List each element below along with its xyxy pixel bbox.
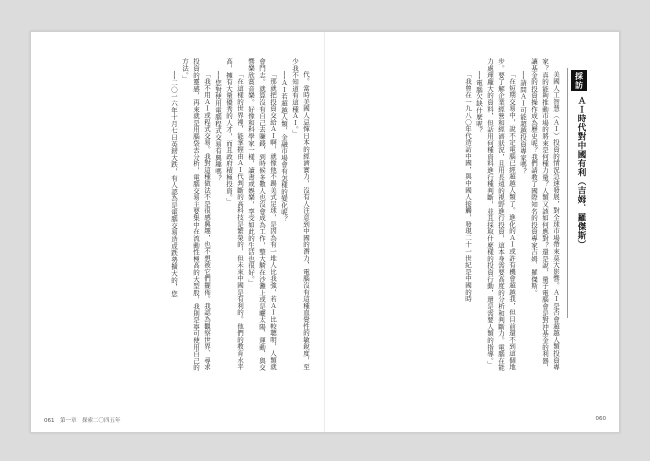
question: ──二〇一六年十月七日英鎊大跌，有人認為是電腦交易造成跌勢擴大的，您	[170, 71, 178, 298]
left-page-footer: 061 第一章 探索二〇四五年	[44, 418, 121, 424]
question: ──您對使用電腦程式交易有興趣嗎？	[214, 71, 222, 182]
book-spread	[30, 31, 620, 433]
page-gutter	[324, 32, 325, 432]
question: ──電腦欠缺什麼呢？	[475, 71, 483, 134]
paragraph: 「在這樣的世界裡，能掌握由ＡＩ代判斷的高科技是繁榮的，但未來中國是有利的。他們的教育水平高，擁有大量優秀的人才，而且政府積極投資。」	[225, 58, 244, 371]
paragraph: 代。當時美國人忌憚日本的經濟實力，沒有人注意到中國的潛力，電腦沒有這種直覺性的敏銳度，至少我不知道有這種ＡＩ。」	[291, 58, 310, 371]
paragraph: 「我曾在一九八〇年代造訪中國，與中國人接觸，發現二十一世紀是中國的時	[464, 71, 472, 303]
paragraph: 「在短期交易中，說不定電腦已經超越人類了。進化的ＡＩ或許有機會超越我，但目前還不到這個地步。要了解企業經營和經濟狀況，且用長遠的視野進行投資，這本身需要高度的分析和判斷力。電腦在能力處理龐大的資料，但話用何種資料進行種判斷，並且採取什麼樣的投資行動，還是需要人類的指導。」	[486, 58, 516, 371]
interview-title: ＡＩ時代對中國有利（吉姆．羅傑斯）	[576, 96, 586, 249]
right-page-text	[380, 58, 561, 376]
intro-paragraph: 美國人工智慧（ＡＩ）投資的情況急速發展，對全球市場帶來莫大影響。ＡＩ是否會超越人類投資專家？真的能夠推動市場的將來是何種力量？人類又該如何應對？還是說，量子電腦會是對沖基金的利器，讓基金的投資操作成為歷史呢？我們請教了國際知名的投資專家吉姆．羅傑斯。	[530, 58, 560, 371]
left-page-text	[61, 58, 311, 376]
paragraph: 「我不用ＡＩ或程式交易。我對這種做法不是很感興趣，也不想被它們擺佈。我認為觀察世界、尋求投資的靈感，再來就是用腦袋去分析，電腦交易主要集中在流動性極高的大型股，我則是寧可使用自己的方法。」	[181, 58, 211, 371]
right-page-number: 060	[595, 416, 606, 422]
paragraph: 「那就把投資交給ＡＩ啊，就像他不踢美式足球，是因為有一堆人比我強，若ＡＩ比較聰明，人類就會鬥志。就算沒有自己去賺錢，到時候多數人也沒會成為工作，整大騎在沙灘上或是曬太陽、運動、與交響樂欣賞音樂。好像和科學家一樣，讀書或娛樂，享受如此的生活也很好。」	[247, 58, 277, 371]
question: ──ＡＩ若超越人類，金融市場會有怎樣的變化呢？	[280, 71, 288, 223]
question: ──請問ＡＩ可能超越投資專家嗎？	[519, 71, 527, 175]
heading-rule	[567, 68, 568, 318]
interview-badge: 採訪	[571, 70, 587, 91]
